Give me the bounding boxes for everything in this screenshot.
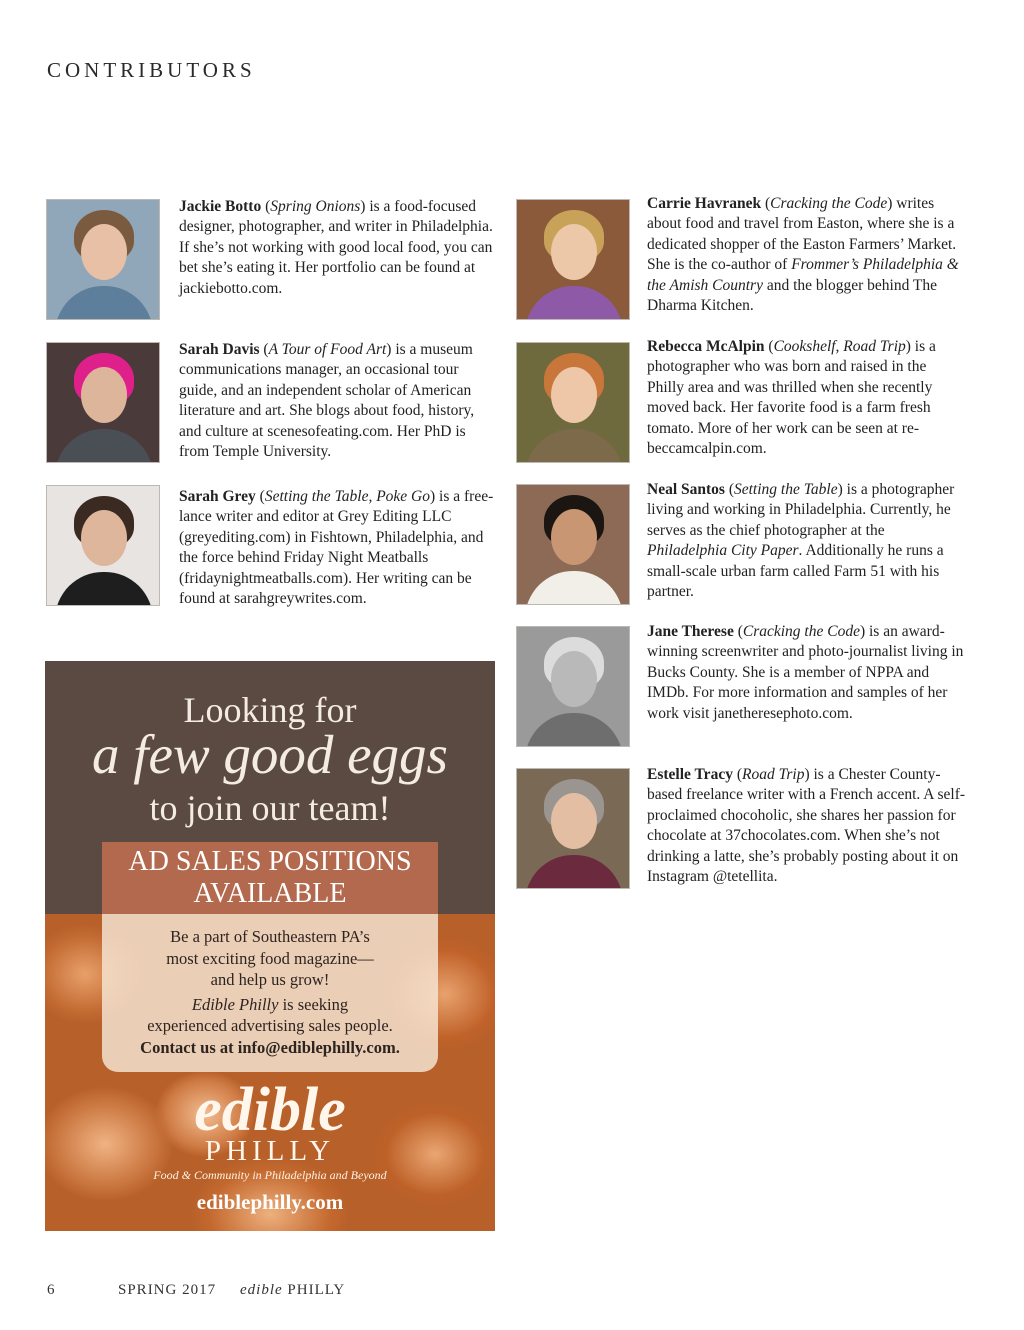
contributor-bio xyxy=(647,194,967,316)
contributor-photo xyxy=(516,768,630,889)
contributor-bio-text: (A Tour of Food Art) is a museum communications manager, an occasional tour guide, and an independent scholar of American literature and art. She blogs about food, history, and culture at scenesofeating.com. Her PhD is from Temple University. xyxy=(179,341,475,461)
contributor-bio xyxy=(647,337,967,459)
contributor-bio xyxy=(179,487,499,609)
ad-sales-advertisement xyxy=(45,661,495,1231)
ad-tagline: Food & Community in Philadelphia and Beyond xyxy=(153,1168,387,1182)
footer-brand xyxy=(240,1282,345,1299)
contributor-name: Estelle Tracy xyxy=(647,766,733,783)
contributor-name: Jackie Botto xyxy=(179,198,262,215)
contributor-name: Sarah Grey xyxy=(179,488,256,505)
contributor-bio xyxy=(647,480,967,602)
ad-info-line: is seeking xyxy=(278,994,349,1014)
contributor-photo xyxy=(516,199,630,320)
contributor-bio-text: (Cracking the Code) writes about food and travel from Easton, where she is a dedicated shopper of the Easton Farmers’ Market. She is the co-author of Frommer’s Philadelphia & the Amish Country and the blogger behind The Dharma Kitchen. xyxy=(647,195,959,315)
contributor-bio-text: (Cracking the Code) is an award-winning screenwriter and photo-journalist living in Bucks County. She is a member of NPPA and IMDb. For more information and samples of her work visit janetheresephoto.com. xyxy=(647,623,964,722)
ad-headline-3: to join our team! xyxy=(149,788,391,828)
contributor-photo xyxy=(46,342,160,463)
contributor-name: Sarah Davis xyxy=(179,341,260,358)
ad-info-line: Be a part of Southeastern PA’s xyxy=(170,927,370,946)
ad-website-link[interactable]: ediblephilly.com xyxy=(196,1190,344,1214)
contributor-photo xyxy=(516,626,630,747)
contributor-bio xyxy=(647,765,967,887)
footer-brand-italic: edible xyxy=(240,1282,283,1298)
ad-info-line: most exciting food magazine— xyxy=(166,948,374,968)
contributor-name: Neal Santos xyxy=(647,481,725,498)
ad-magazine-name: Edible Philly xyxy=(191,994,279,1014)
ad-banner-line-2: AVAILABLE xyxy=(193,878,347,909)
philly-logo: PHILLY xyxy=(204,1135,336,1167)
contributor-bio-text: (Setting the Table) is a photographer living and working in Philadelphia. Currently, he serves as the chief photographer at the Philadelphia City Paper. Additionally he runs a small-scale urban farm called Farm 51 with his partner. xyxy=(647,481,955,601)
contributor-bio xyxy=(647,622,967,724)
contributor-bio-text: (Spring Onions) is a food-focused designer, photographer, and writer in Philadelphia. If she’s not working with good local food, you can bet she’s eating it. Her portfolio can be found at jackiebotto.com. xyxy=(179,198,493,297)
ad-headline-2: a few good eggs xyxy=(92,724,448,785)
ad-info-box xyxy=(102,914,438,1072)
section-title: CONTRIBUTORS xyxy=(47,58,256,82)
contributor-photo xyxy=(516,484,630,605)
contributor-name: Rebecca McAlpin xyxy=(647,338,765,355)
ad-contact-line: Contact us at info@ediblephilly.com. xyxy=(140,1037,400,1057)
contributor-name: Jane Therese xyxy=(647,623,734,640)
ad-banner-line-1: AD SALES POSITIONS xyxy=(128,846,412,877)
contributor-bio-text: (Cookshelf, Road Trip) is a photographer who was born and raised in the Philly area and was thrilled when she recently moved back. Her favorite food is a farm fresh tomato. More of her work can be seen at re-beccamcalpin.com. xyxy=(647,338,936,458)
page-number: 6 xyxy=(47,1282,56,1298)
contributor-bio xyxy=(179,340,499,462)
ad-headline-1: Looking for xyxy=(183,690,357,730)
contributor-bio xyxy=(179,197,499,299)
contributor-bio-text: (Road Trip) is a Chester County-based freelance writer with a French accent. A self-proclaimed chocoholic, she shares her passion for chocolate at 37chocolates.com. When she’s not drinking a latte, she’s probably posting about it on Instagram @tetellita. xyxy=(647,766,966,886)
issue-label: SPRING 2017 xyxy=(118,1282,217,1298)
contributor-photo xyxy=(46,199,160,320)
ad-info-line: experienced advertising sales people. xyxy=(147,1016,393,1036)
contributor-name: Carrie Havranek xyxy=(647,195,762,212)
edible-logo: edible xyxy=(194,1076,346,1144)
footer-brand-name: PHILLY xyxy=(287,1282,346,1298)
contributor-bio-text: (Setting the Table, Poke Go) is a free-lance writer and editor at Grey Editing LLC (greyediting.com) in Fishtown, Philadelphia, and the force behind Friday Night Meatballs (fridaynightmeatballs.com). Her writing can be found at sarahgreywrites.com. xyxy=(179,488,494,608)
contributor-photo xyxy=(516,342,630,463)
ad-positions-banner xyxy=(102,842,438,914)
ad-info-line: and help us grow! xyxy=(210,970,330,990)
contributor-photo xyxy=(46,485,160,606)
